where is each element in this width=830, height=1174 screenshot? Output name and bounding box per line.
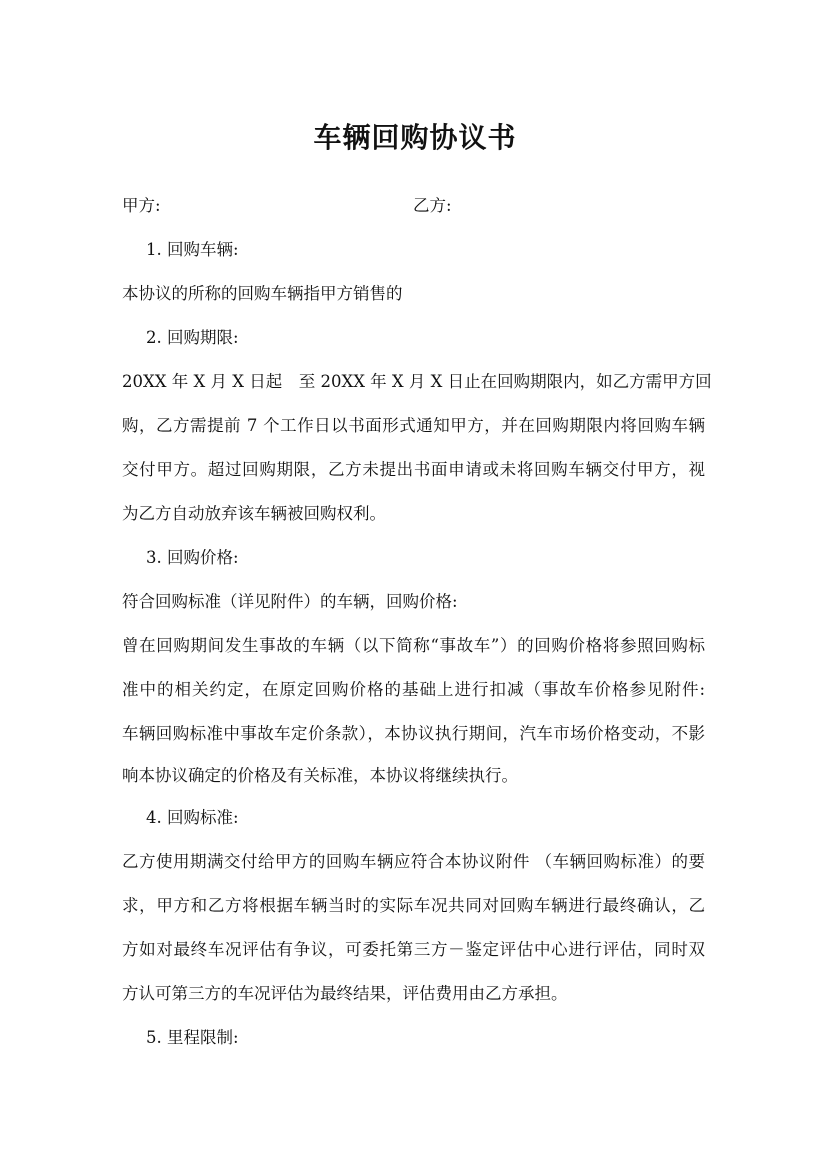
section-3-line: 符合回购标准（详见附件）的车辆，回购价格:: [122, 592, 458, 611]
section-1-line: 本协议的所称的回购车辆指甲方销售的: [122, 284, 403, 303]
party-a-label: 甲方:: [122, 196, 161, 215]
section-5-heading: 5. 里程限制:: [146, 1028, 239, 1047]
section-3-line: 准中的相关约定，在原定回购价格的基础上进行扣减（事故车价格参见附件:: [122, 680, 705, 699]
section-2-line: 20XX 年 X 月 X 日起 至 20XX 年 X 月 X 日止在回购期限内，如乙方需甲方回: [122, 372, 712, 391]
section-4-line: 方如对最终车况评估有争议，可委托第三方－鉴定评估中心进行评估，同时双: [122, 940, 705, 959]
section-4-line: 方认可第三方的车况评估为最终结果，评估费用由乙方承担。: [122, 984, 568, 1003]
section-1-heading: 1. 回购车辆:: [146, 240, 239, 259]
section-4-line: 求，甲方和乙方将根据车辆当时的实际车况共同对回购车辆进行最终确认，乙: [122, 896, 705, 915]
section-3-heading: 3. 回购价格:: [146, 548, 239, 567]
section-4-line: 乙方使用期满交付给甲方的回购车辆应符合本协议附件 （车辆回购标准）的要: [122, 852, 705, 871]
section-2-line: 为乙方自动放弃该车辆被回购权利。: [122, 504, 386, 523]
section-3-line: 车辆回购标准中事故车定价条款），本协议执行期间，汽车市场价格变动，不影: [122, 724, 705, 743]
section-2-line: 交付甲方。超过回购期限，乙方未提出书面申请或未将回购车辆交付甲方，视: [122, 460, 705, 479]
section-3-line: 曾在回购期间发生事故的车辆（以下简称“事故车”）的回购价格将参照回购标: [122, 636, 705, 655]
document-title: 车辆回购协议书: [313, 121, 517, 154]
section-2-heading: 2. 回购期限:: [146, 328, 239, 347]
party-b-label: 乙方:: [413, 196, 452, 215]
section-4-heading: 4. 回购标准:: [146, 808, 239, 827]
section-2-line: 购，乙方需提前 7 个工作日以书面形式通知甲方，并在回购期限内将回购车辆: [122, 416, 705, 435]
section-3-line: 响本协议确定的价格及有关标准，本协议将继续执行。: [122, 766, 518, 785]
